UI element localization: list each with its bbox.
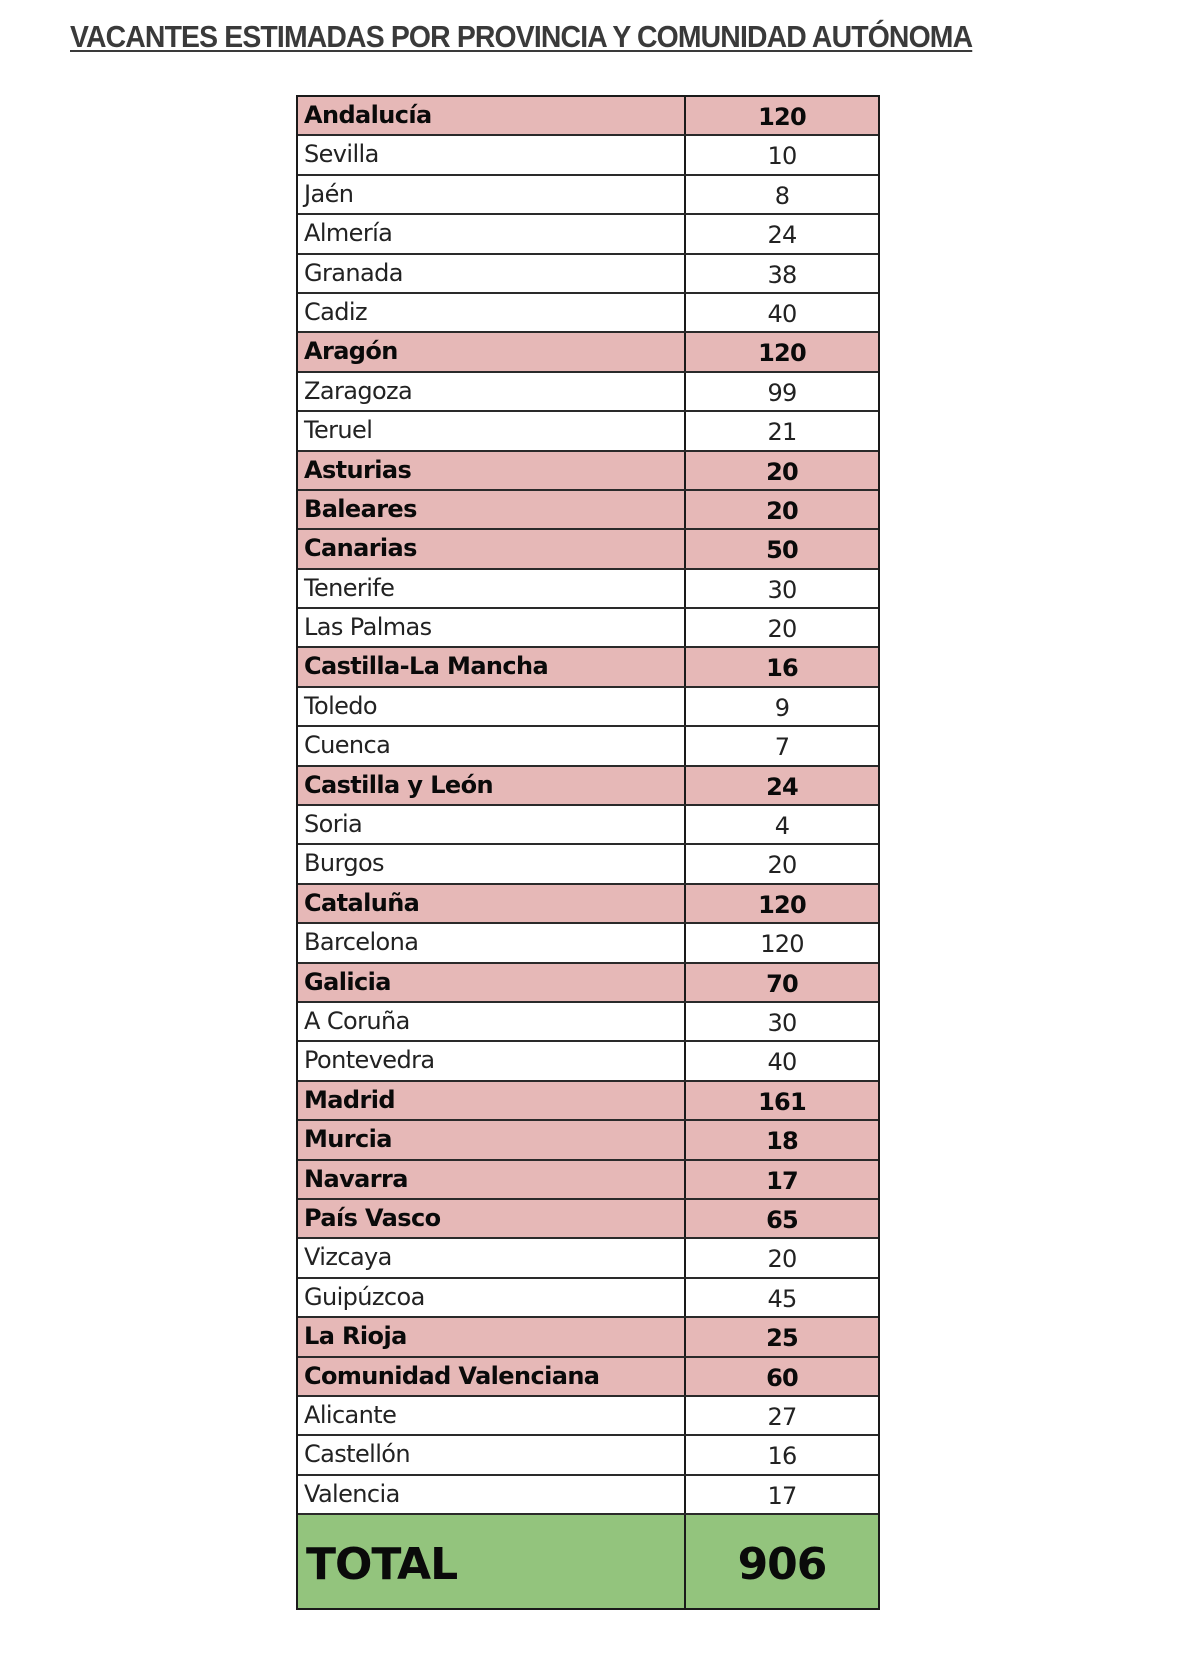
province-name: Castellón bbox=[298, 1436, 686, 1473]
region-name: Asturias bbox=[298, 452, 686, 489]
vacancies-value: 16 bbox=[767, 1442, 797, 1471]
vacancies-value: 120 bbox=[760, 930, 804, 959]
region-row bbox=[298, 1121, 878, 1160]
province-row bbox=[298, 924, 878, 963]
province-name: Zaragoza bbox=[298, 373, 686, 410]
vacancies-value: 9 bbox=[774, 693, 790, 722]
total-value: 906 bbox=[737, 1539, 827, 1591]
province-name: Las Palmas bbox=[298, 609, 686, 646]
vacancies-value: 120 bbox=[758, 103, 806, 131]
region-name: La Rioja bbox=[298, 1318, 686, 1355]
province-row bbox=[298, 1436, 878, 1475]
region-row bbox=[298, 648, 878, 687]
vacancies-value: 40 bbox=[767, 1048, 797, 1077]
vacancies-value: 24 bbox=[766, 772, 798, 801]
total-row bbox=[298, 1515, 878, 1608]
province-row bbox=[298, 1003, 878, 1042]
region-row bbox=[298, 767, 878, 806]
province-name: Teruel bbox=[298, 412, 686, 449]
vacancies-value: 161 bbox=[758, 1087, 806, 1116]
province-row bbox=[298, 806, 878, 845]
region-name: País Vasco bbox=[298, 1200, 686, 1237]
vacancies-value: 20 bbox=[767, 615, 797, 644]
vacancies-value: 8 bbox=[774, 181, 790, 210]
province-row bbox=[298, 1042, 878, 1081]
total-label: TOTAL bbox=[298, 1515, 686, 1608]
vacancies-value: 7 bbox=[774, 733, 790, 762]
vacancies-value: 20 bbox=[766, 457, 798, 486]
vacancies-value: 40 bbox=[767, 299, 797, 328]
vacancies-value: 70 bbox=[766, 969, 798, 998]
province-name: Vizcaya bbox=[298, 1239, 686, 1276]
region-row bbox=[298, 333, 878, 372]
vacancies-value: 24 bbox=[767, 221, 797, 250]
province-row bbox=[298, 609, 878, 648]
region-name: Madrid bbox=[298, 1082, 686, 1119]
vacancies-value: 10 bbox=[767, 142, 797, 171]
province-name: Granada bbox=[298, 255, 686, 292]
vacancies-value: 30 bbox=[767, 575, 797, 604]
province-row bbox=[298, 1239, 878, 1278]
vacancies-value: 45 bbox=[767, 1284, 797, 1313]
province-row bbox=[298, 1476, 878, 1515]
province-name: Barcelona bbox=[298, 924, 686, 961]
province-row bbox=[298, 727, 878, 766]
vacancies-value: 17 bbox=[766, 1166, 798, 1195]
region-name: Castilla y León bbox=[298, 767, 686, 804]
vacancies-value: 65 bbox=[766, 1205, 798, 1234]
region-name: Baleares bbox=[298, 491, 686, 528]
province-row bbox=[298, 255, 878, 294]
vacancies-value: 25 bbox=[766, 1324, 798, 1353]
province-name: Alicante bbox=[298, 1397, 686, 1434]
province-name: Burgos bbox=[298, 845, 686, 882]
region-row bbox=[298, 1318, 878, 1357]
vacancies-value: 27 bbox=[767, 1402, 797, 1431]
region-name: Aragón bbox=[298, 333, 686, 370]
vacancies-value: 20 bbox=[767, 1245, 797, 1274]
province-row bbox=[298, 570, 878, 609]
province-row bbox=[298, 136, 878, 175]
vacancies-value: 30 bbox=[767, 1008, 797, 1037]
region-name: Cataluña bbox=[298, 885, 686, 922]
region-row bbox=[298, 97, 878, 136]
region-row bbox=[298, 1161, 878, 1200]
province-name: Cadiz bbox=[298, 294, 686, 331]
vacancies-value: 17 bbox=[767, 1481, 797, 1510]
vacancies-value: 20 bbox=[767, 851, 797, 880]
vacancies-value: 16 bbox=[766, 654, 798, 683]
region-name: Castilla-La Mancha bbox=[298, 648, 686, 685]
province-name: Almería bbox=[298, 215, 686, 252]
province-name: Pontevedra bbox=[298, 1042, 686, 1079]
region-row bbox=[298, 1358, 878, 1397]
province-name: Cuenca bbox=[298, 727, 686, 764]
vacancies-value: 4 bbox=[774, 812, 790, 841]
province-name: Guipúzcoa bbox=[298, 1279, 686, 1316]
region-name: Comunidad Valenciana bbox=[298, 1358, 686, 1395]
province-name: Soria bbox=[298, 806, 686, 843]
province-name: Sevilla bbox=[298, 136, 686, 173]
province-name: Tenerife bbox=[298, 570, 686, 607]
province-row bbox=[298, 176, 878, 215]
region-row bbox=[298, 491, 878, 530]
vacancies-value: 60 bbox=[766, 1363, 798, 1392]
region-name: Andalucía bbox=[298, 97, 686, 134]
province-row bbox=[298, 215, 878, 254]
vacancies-table bbox=[296, 95, 880, 1610]
province-row bbox=[298, 1397, 878, 1436]
province-row bbox=[298, 688, 878, 727]
region-name: Navarra bbox=[298, 1161, 686, 1198]
province-row bbox=[298, 373, 878, 412]
vacancies-value: 99 bbox=[767, 378, 797, 407]
province-name: Valencia bbox=[298, 1476, 686, 1513]
vacancies-value: 120 bbox=[758, 890, 806, 919]
vacancies-value: 50 bbox=[766, 536, 798, 565]
region-row bbox=[298, 530, 878, 569]
province-row bbox=[298, 412, 878, 451]
region-name: Canarias bbox=[298, 530, 686, 567]
region-name: Galicia bbox=[298, 964, 686, 1001]
province-row bbox=[298, 294, 878, 333]
province-name: A Coruña bbox=[298, 1003, 686, 1040]
province-name: Toledo bbox=[298, 688, 686, 725]
region-row bbox=[298, 1200, 878, 1239]
province-row bbox=[298, 1279, 878, 1318]
province-name: Jaén bbox=[298, 176, 686, 213]
region-row bbox=[298, 885, 878, 924]
province-row bbox=[298, 845, 878, 884]
vacancies-value: 38 bbox=[767, 260, 797, 289]
vacancies-value: 18 bbox=[766, 1127, 798, 1156]
vacancies-value: 120 bbox=[758, 339, 806, 368]
vacancies-value: 21 bbox=[767, 418, 797, 447]
region-row bbox=[298, 964, 878, 1003]
page-title: VACANTES ESTIMADAS POR PROVINCIA Y COMUNIDAD AUTÓNOMA bbox=[70, 20, 973, 54]
region-name: Murcia bbox=[298, 1121, 686, 1158]
region-row bbox=[298, 452, 878, 491]
vacancies-value: 20 bbox=[766, 496, 798, 525]
region-row bbox=[298, 1082, 878, 1121]
